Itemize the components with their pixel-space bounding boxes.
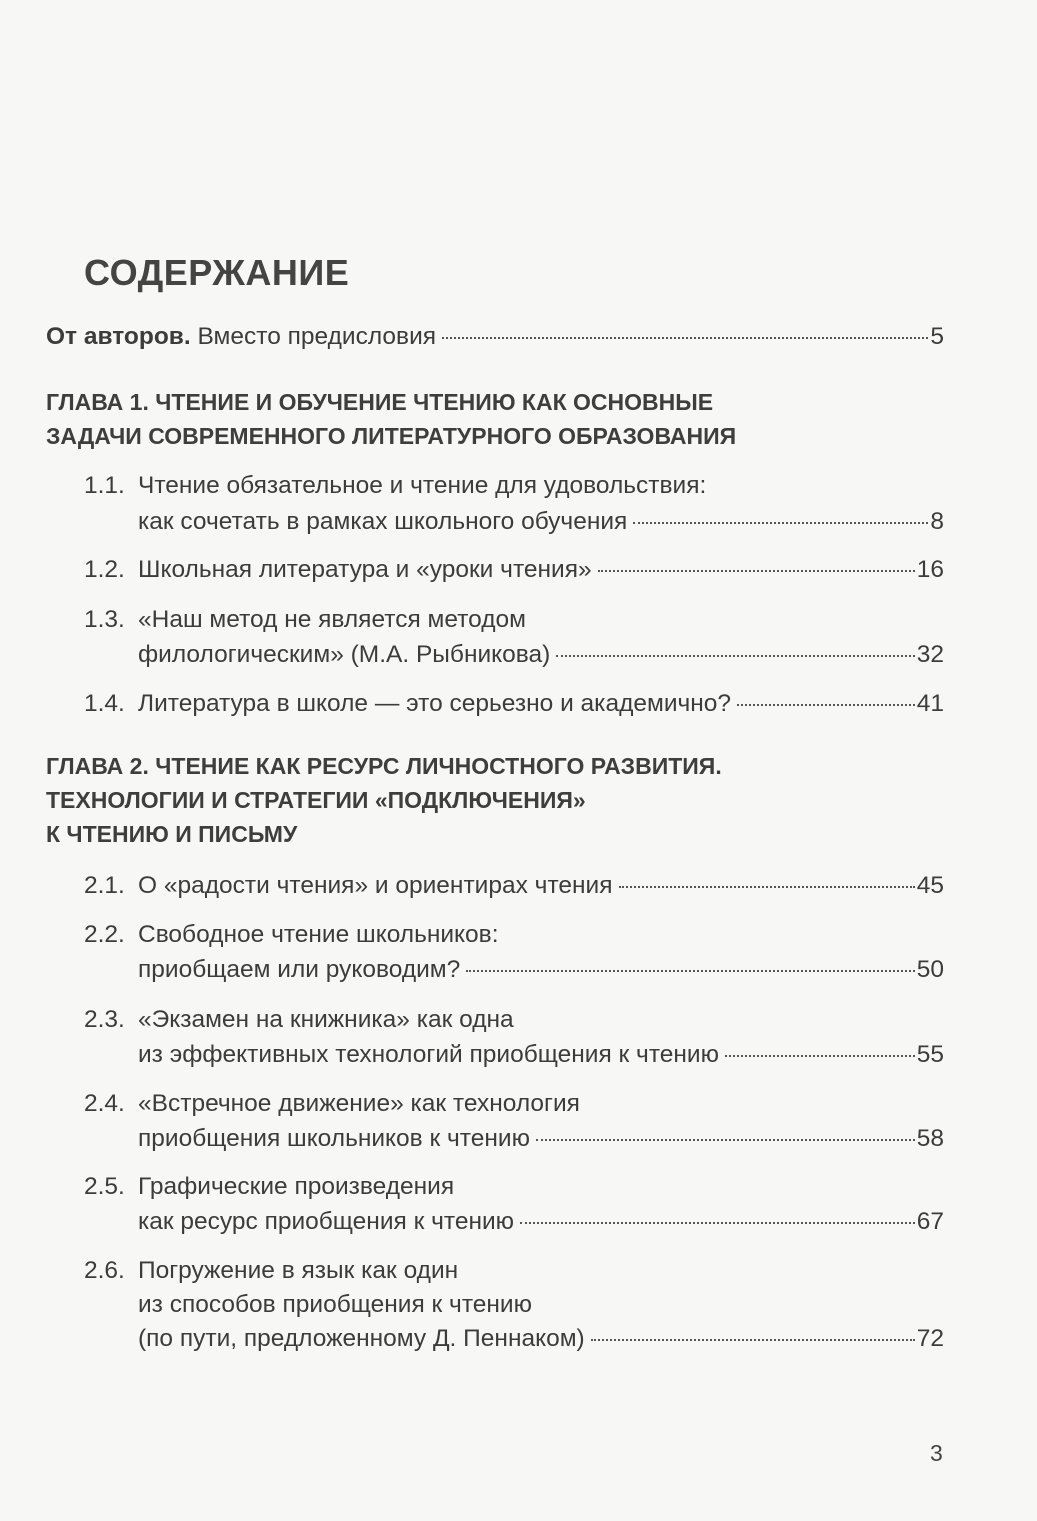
dot-leader (598, 570, 915, 572)
section-number: 2.3. (84, 1006, 125, 1033)
toc-entry-2-5[interactable] (138, 1205, 944, 1239)
page-ref: 50 (916, 956, 944, 983)
toc-entry-2-6-line-2: из способов приобщения к чтению (138, 1291, 532, 1318)
section-title: филологическим» (М.А. Рыбникова) (138, 641, 551, 668)
page-ref: 45 (916, 872, 944, 899)
page-ref: 41 (916, 690, 944, 717)
toc-entry-preface[interactable] (46, 320, 944, 354)
page-ref: 72 (916, 1325, 944, 1352)
section-title: «Экзамен на книжника» как одна (138, 1006, 514, 1033)
section-number: 2.5. (84, 1173, 125, 1200)
page-ref: 58 (916, 1125, 944, 1152)
page-ref: 16 (916, 556, 944, 583)
section-number: 2.2. (84, 921, 125, 948)
preface-label: От авторов. (46, 323, 191, 350)
toc-entry-2-2-line-1 (84, 918, 499, 952)
page-ref: 67 (916, 1208, 944, 1235)
page-number: 3 (930, 1440, 943, 1466)
dot-leader (619, 886, 915, 888)
section-title: приобщения школьников к чтению (138, 1125, 530, 1152)
section-number: 1.3. (84, 606, 125, 633)
toc-entry-2-4-line-1 (84, 1087, 580, 1121)
section-number: 2.6. (84, 1257, 125, 1284)
toc-entry-1-1[interactable] (138, 505, 944, 539)
dot-leader (591, 1339, 915, 1341)
dot-leader (737, 704, 915, 706)
chapter-2-title-line-3: К ЧТЕНИЮ И ПИСЬМУ (46, 821, 298, 847)
section-number: 2.4. (84, 1090, 125, 1117)
toc-entry-2-6[interactable] (138, 1322, 944, 1356)
toc-entry-2-3-line-1 (84, 1003, 514, 1037)
dot-leader (556, 655, 914, 657)
section-title: как сочетать в рамках школьного обучения (138, 508, 628, 535)
section-number: 1.4. (84, 690, 125, 717)
page-ref: 5 (930, 323, 944, 350)
toc-entry-1-1-line-1 (84, 469, 706, 503)
chapter-1-title-line-1: ГЛАВА 1. ЧТЕНИЕ И ОБУЧЕНИЕ ЧТЕНИЮ КАК ОСНОВНЫЕ (46, 389, 714, 415)
section-title: «Наш метод не является методом (138, 606, 526, 633)
dot-leader (633, 522, 928, 524)
dot-leader (466, 970, 914, 972)
preface-title: Вместо предисловия (197, 323, 437, 350)
page-ref: 32 (916, 641, 944, 668)
toc-entry-2-3[interactable] (138, 1038, 944, 1072)
chapter-2-title-line-2: ТЕХНОЛОГИИ И СТРАТЕГИИ «ПОДКЛЮЧЕНИЯ» (46, 787, 586, 813)
page-ref: 8 (930, 508, 944, 535)
section-title: Литература в школе — это серьезно и академично? (138, 690, 732, 717)
toc-entry-1-2[interactable] (84, 553, 944, 587)
section-title: из эффективных технологий приобщения к чтению (138, 1041, 719, 1068)
section-title: «Встречное движение» как технология (138, 1090, 580, 1117)
section-title: Чтение обязательное и чтение для удовольствия: (138, 472, 707, 499)
dot-leader (536, 1139, 915, 1141)
toc-entry-2-1[interactable] (84, 869, 944, 903)
section-title: приобщаем или руководим? (138, 956, 461, 983)
section-number: 1.1. (84, 472, 125, 499)
chapter-2-title-line-1: ГЛАВА 2. ЧТЕНИЕ КАК РЕСУРС ЛИЧНОСТНОГО РАЗВИТИЯ. (46, 753, 722, 779)
section-title: О «радости чтения» и ориентирах чтения (138, 872, 613, 899)
toc-entry-2-5-line-1 (84, 1170, 454, 1204)
toc-entry-1-3-line-1 (84, 603, 526, 637)
toc-entry-1-4[interactable] (84, 687, 944, 721)
section-title: (по пути, предложенному Д. Пеннаком) (138, 1325, 585, 1352)
section-title: Школьная литература и «уроки чтения» (138, 556, 592, 583)
section-number: 2.1. (84, 872, 125, 899)
section-number: 1.2. (84, 556, 125, 583)
section-title: Погружение в язык как один (138, 1257, 459, 1284)
toc-entry-2-2[interactable] (138, 953, 944, 987)
page-ref: 55 (916, 1041, 944, 1068)
page-title: СОДЕРЖАНИЕ (84, 252, 350, 293)
section-title: как ресурс приобщения к чтению (138, 1208, 515, 1235)
section-title: Свободное чтение школьников: (138, 921, 499, 948)
toc-entry-2-4[interactable] (138, 1122, 944, 1156)
chapter-1-title-line-2: ЗАДАЧИ СОВРЕМЕННОГО ЛИТЕРАТУРНОГО ОБРАЗОВАНИЯ (46, 423, 737, 449)
dot-leader (725, 1055, 915, 1057)
toc-entry-2-6-line-1 (84, 1254, 458, 1288)
section-title: Графические произведения (138, 1173, 455, 1200)
toc-entry-1-3[interactable] (138, 638, 944, 672)
dot-leader (520, 1222, 915, 1224)
dot-leader (442, 337, 928, 339)
